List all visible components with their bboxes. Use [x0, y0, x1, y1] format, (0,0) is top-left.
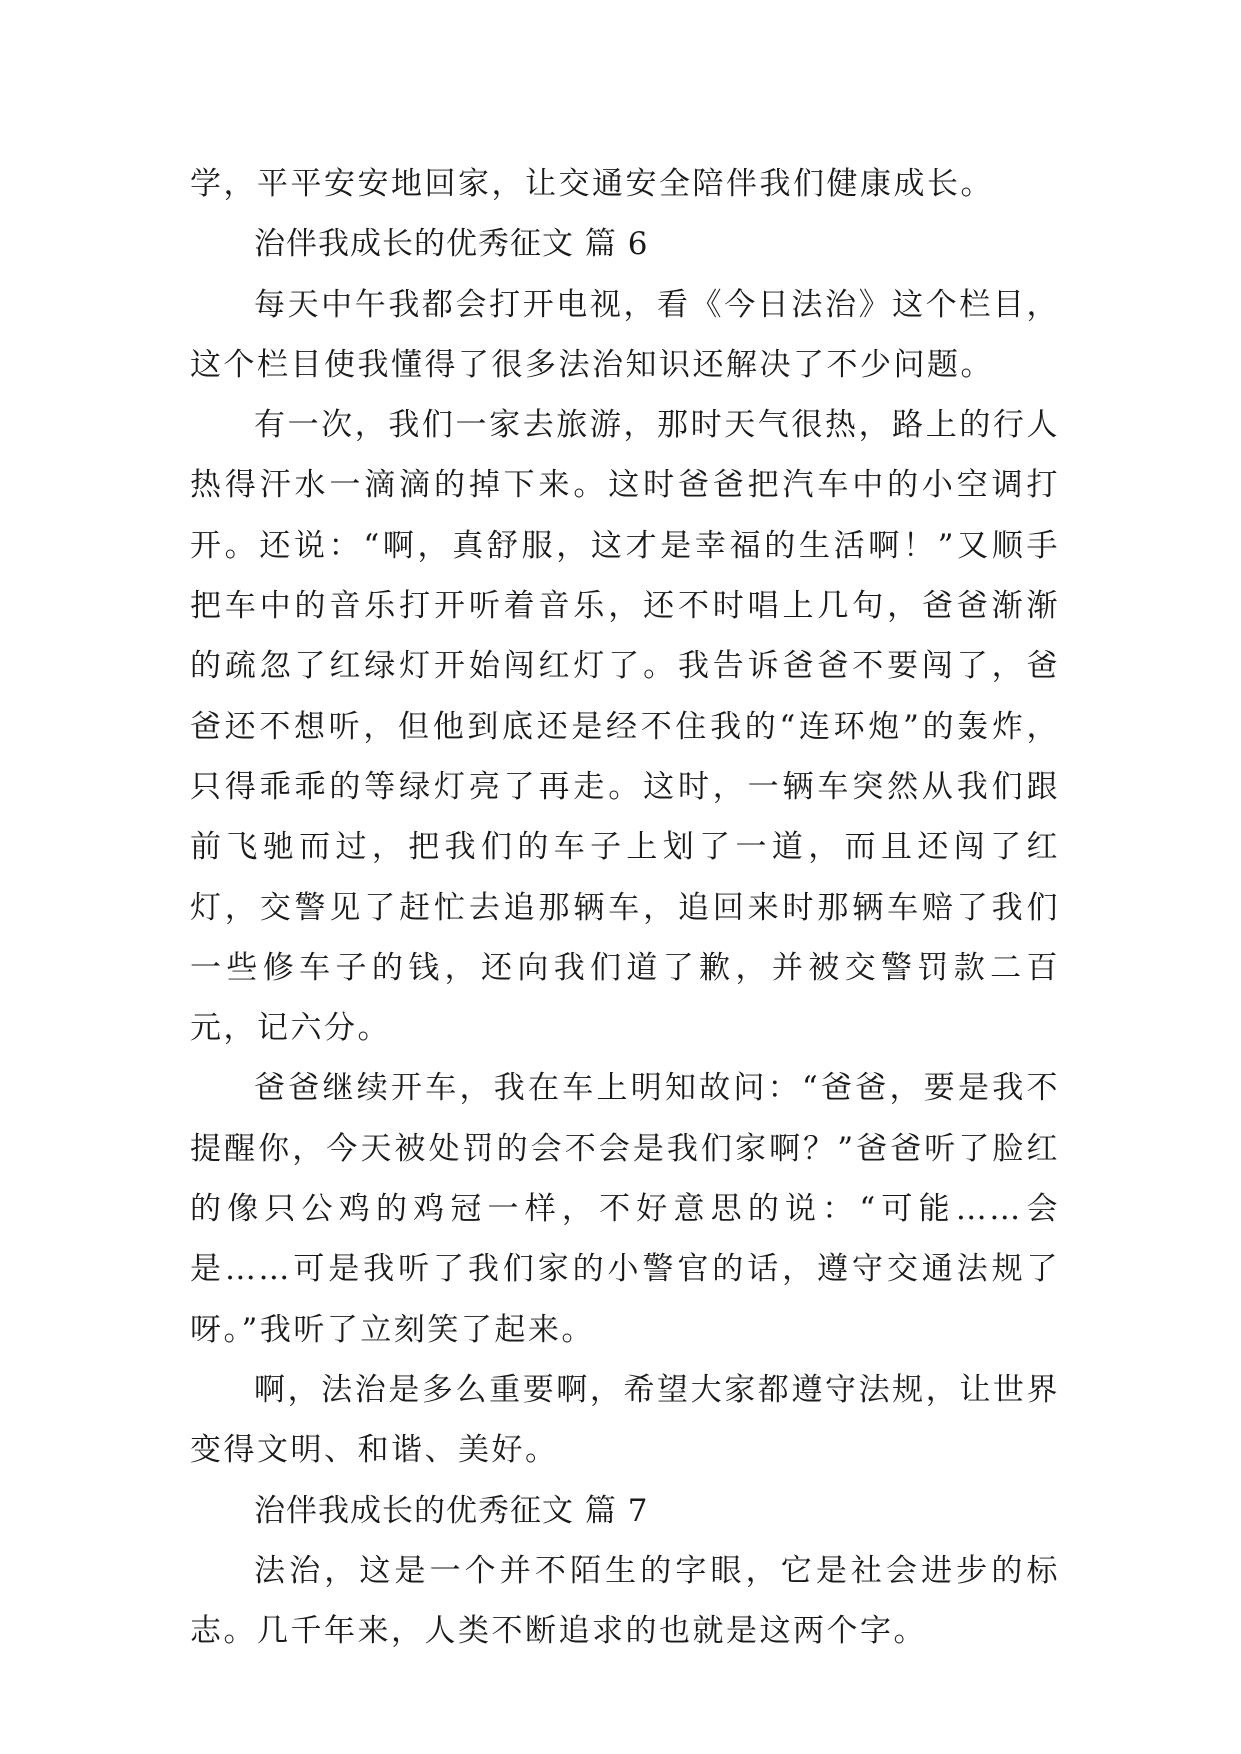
paragraph: 每天中午我都会打开电视，看《今日法治》这个栏目，这个栏目使我懂得了很多法治知识还解决了不少问题。: [190, 286, 1060, 383]
paragraph: 爸爸继续开车，我在车上明知故问：“爸爸，要是我不提醒你，今天被处罚的会不会是我们家啊？”爸爸听了脸红的像只公鸡的鸡冠一样，不好意思的说：“可能……会是……可是我听了我们家的小警官的话，遵守交通法规了呀。”我听了立刻笑了起来。: [190, 1070, 1060, 1348]
section-heading-7: 治伴我成长的优秀征文 篇 7: [254, 1492, 649, 1529]
section-heading-6: 治伴我成长的优秀征文 篇 6: [254, 226, 649, 263]
paragraph: 有一次，我们一家去旅游，那时天气很热，路上的行人热得汗水一滴滴的掉下来。这时爸爸把汽车中的小空调打开。还说：“啊，真舒服，这才是幸福的生活啊！”又顺手把车中的音乐打开听着音乐，还不时唱上几句，爸爸渐渐的疏忽了红绿灯开始闯红灯了。我告诉爸爸不要闯了，爸爸还不想听，但他到底还是经不住我的“连环炮”的轰炸，只得乖乖的等绿灯亮了再走。这时，一辆车突然从我们跟前飞驰而过，把我们的车子上划了一道，而且还闯了红灯，交警见了赶忙去追那辆车，追回来时那辆车赔了我们一些修车子的钱，还向我们道了歉，并被交警罚款二百元，记六分。: [190, 407, 1060, 1047]
document-body: [190, 154, 1060, 1661]
paragraph: 法治，这是一个并不陌生的字眼，它是社会进步的标志。几千年来，人类不断追求的也就是这两个字。: [190, 1552, 1060, 1650]
paragraph: 啊，法治是多么重要啊，希望大家都遵守法规，让世界变得文明、和谐、美好。: [190, 1371, 1060, 1469]
paragraph-continued: 学，平平安安地回家，让交通安全陪伴我们健康成长。: [190, 166, 994, 202]
